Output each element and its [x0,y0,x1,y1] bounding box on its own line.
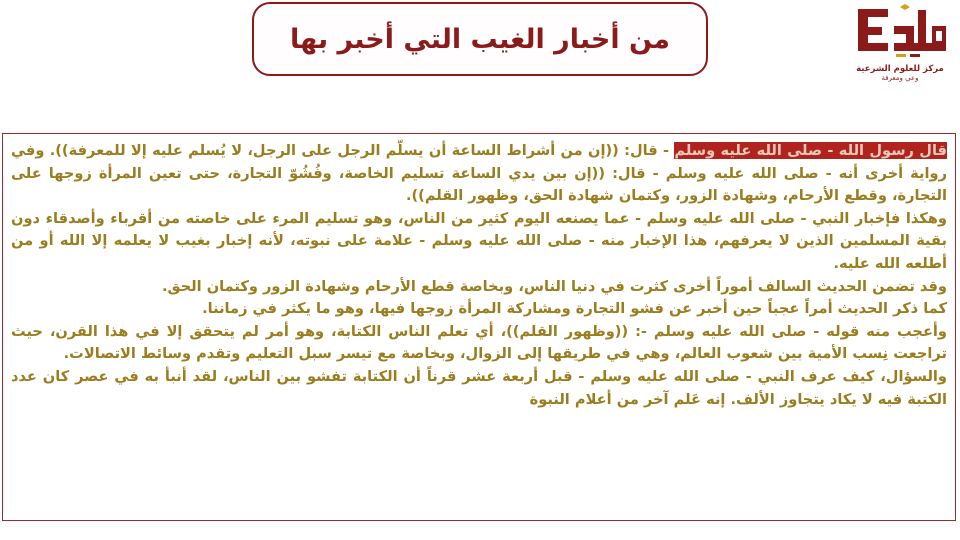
logo-tagline: وعي ومعرفة [881,74,919,82]
ihkam-logo-mark [848,4,952,62]
hadith-text: - قال: ((إن من أشراط الساعة أن يسلّم الرجل على الرجل، لا يُسلم عليه إلا للمعرفة)). وفي رواية أخرى أنه - صلى الله عليه وسلم - قال: ((إن بين يدي الساعة تسليم الخاصة، وفُشُوّ التجارة، حتى تعين المرأة زوجها على التجارة، وقطع الأرحام، وشهادة الزور، وكتمان شهادة الحق، وظهور القلم)). [11,142,947,205]
paragraph-pen: وأعجب منه قوله - صلى الله عليه وسلم -: ((وظهور القلم))، أي تعلم الناس الكتابة، وهو أمر لم يتحقق إلا في هذا القرن، حيث تراجعت نِسب الأمية بين شعوب العالم، وهي في طريقها إلى الزوال، وبخاصة مع تيسر سبل التعليم وتقدم وسائط الاتصالات. [11,322,947,363]
title-box [252,2,708,76]
paragraph-trade: كما ذكر الحديث أمراً عجباً حين أخبر عن فشو التجارة ومشاركة المرأة زوجها فيها، وهو ما يكثر في زماننا. [202,300,947,318]
highlighted-quote: قال رسول الله - صلى الله عليه وسلم [674,142,947,159]
ihkam-logo [842,4,958,96]
paragraph-question: والسؤال، كيف عرف النبي - صلى الله عليه وسلم - قبل أربعة عشر قرناً أن الكتابة تفشو بين الناس، لقد أنبأ به في عصر كان عدد الكتبة فيه لا يكاد يتجاوز الألف. إنه عَلم آخر من أعلام النبوة [11,367,947,408]
paragraph-explanation: وهكذا فإخبار النبي - صلى الله عليه وسلم - عما يصنعه اليوم كثير من الناس، وهو تسليم المرء على خاصته من أقرباء وأصدقاء دون بقية المسلمين الذين لا يعرفهم، هذا الإخبار منه - صلى الله عليه وسلم - علامة على نبوته، لأنه إخبار بغيب لا يعلمه إلا الله أو من أطلعه الله عليه. [11,209,947,272]
page-title: من أخبار الغيب التي أخبر بها [289,23,671,55]
paragraph-hadith [11,140,947,208]
logo-subtitle: مركز للعلوم الشرعية [856,64,944,74]
article-body [2,133,956,521]
paragraph-other-matters: وقد تضمن الحديث السالف أموراً أخرى كثرت في دنيا الناس، وبخاصة قطع الأرحام وشهادة الزور وكتمان الحق. [161,277,947,295]
